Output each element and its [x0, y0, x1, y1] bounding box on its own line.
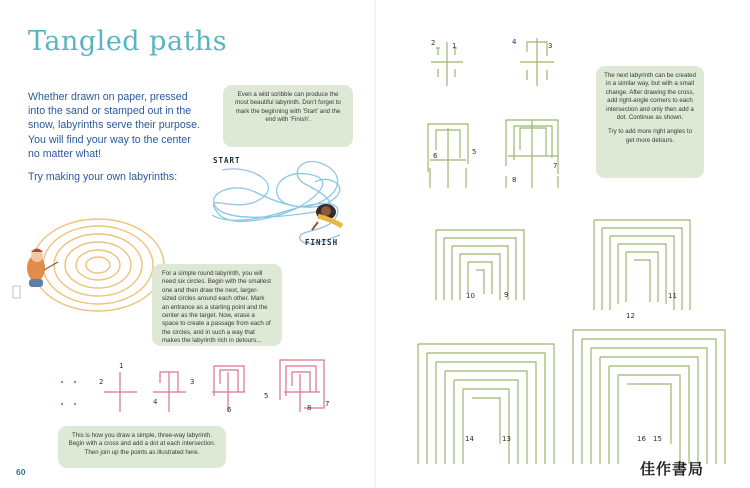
svg-text:6: 6	[433, 152, 438, 160]
start-label: START	[213, 156, 241, 165]
svg-text:7: 7	[553, 162, 558, 170]
svg-text:9: 9	[504, 291, 509, 299]
svg-text:3: 3	[548, 42, 553, 50]
intro-paragraph: Whether drawn on paper, pressed into the sand or stamped out in the snow, labyrinths serve their purpose. You will find your way to the center no matter what!	[28, 91, 200, 160]
page-title: Tangled paths	[28, 26, 228, 57]
svg-text:15: 15	[653, 435, 662, 443]
svg-text:10: 10	[466, 292, 475, 300]
svg-text:14: 14	[465, 435, 474, 443]
svg-text:13: 13	[502, 435, 511, 443]
svg-text:11: 11	[668, 292, 677, 300]
svg-text:2: 2	[431, 39, 436, 47]
svg-text:5: 5	[264, 392, 269, 400]
three-way-labyrinth-steps	[61, 360, 324, 412]
right-angle-note-text: The next labyrinth can be created in a similar way, but with a small change. After drawing the cross, add right-angle corners to each intersection and only then add a dot. Continue as shown.	[604, 72, 696, 122]
more-angles-note-text: Try to add more right angles to get more detours.	[607, 128, 693, 144]
publisher-watermark: 佳作書局	[640, 460, 705, 478]
svg-text:1: 1	[452, 42, 457, 50]
svg-text:12: 12	[626, 312, 635, 320]
page-number: 60	[16, 467, 26, 477]
svg-text:6: 6	[227, 406, 232, 414]
finish-label: FINISH	[305, 238, 339, 247]
right-angle-note	[596, 66, 704, 178]
svg-text:16: 16	[637, 435, 646, 443]
scribble-note: Even a wild scribble can produce the most beautiful labyrinth. Don't forget to mark the beginning with 'Start' and the end with 'Finish'.	[223, 85, 353, 147]
round-labyrinth-note: For a simple round labyrinth, you will need six circles. Begin with the smallest one and then draw the next, larger-sized circles around each other. Mark an entrance as a starting point and the center as the target. Now, erase a space to create a passage from each of the circles, and in such a way that makes the labyrinth rich in detours...	[152, 264, 282, 346]
svg-text:4: 4	[153, 398, 158, 406]
svg-text:4: 4	[512, 38, 517, 46]
svg-text:8: 8	[512, 176, 517, 184]
child-drawing-circles-illustration	[13, 249, 58, 299]
svg-text:7: 7	[325, 400, 330, 408]
svg-text:2: 2	[99, 378, 104, 386]
svg-text:5: 5	[472, 148, 477, 156]
svg-text:3: 3	[190, 378, 195, 386]
try-heading: Try making your own labyrinths:	[28, 171, 178, 183]
three-way-note: This is how you draw a simple, three-way labyrinth. Begin with a cross and add a dot at each intersection. Then join up the points as illustrated here.	[58, 426, 226, 468]
svg-text:1: 1	[119, 362, 124, 370]
scribble-labyrinth-illustration	[212, 161, 340, 243]
svg-text:8: 8	[307, 404, 312, 412]
